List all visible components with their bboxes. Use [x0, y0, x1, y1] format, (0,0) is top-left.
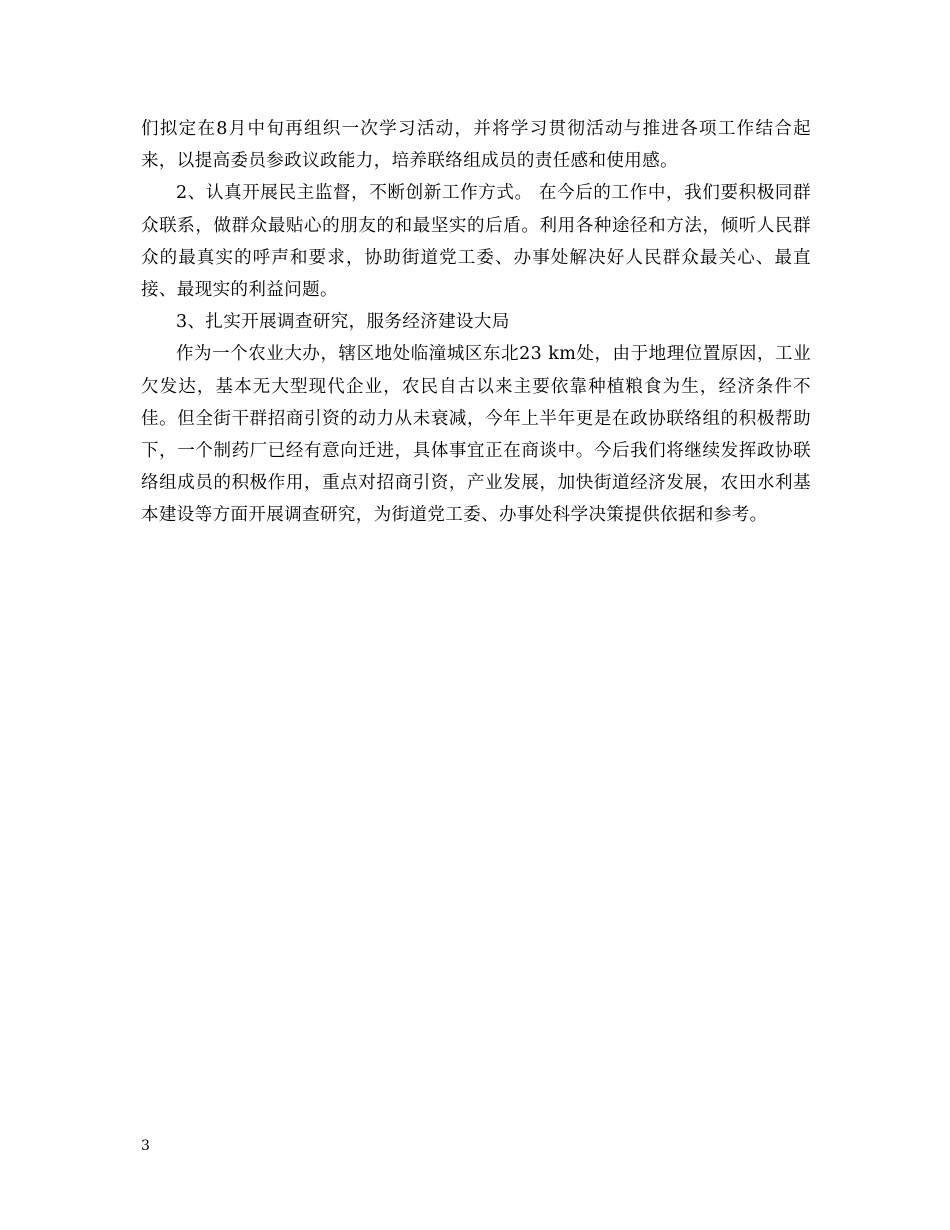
document-body [141, 113, 811, 532]
paragraph-heading-investigation: 3、扎实开展调查研究，服务经济建设大局 [176, 312, 510, 333]
paragraph-democratic-supervision: 2、认真开展民主监督，不断创新工作方式。 在今后的工作中，我们要积极同群众联系，做群众最贴心的朋友的和最坚实的后盾。利用各种途径和方法，倾听人民群众的最真实的呼声和要求，协助街道党工委、办事处解决好人民群众最关心、最直接、最现实的利益问题。 [141, 183, 811, 301]
paragraph-continuation: 们拟定在8月中旬再组织一次学习活动，并将学习贯彻活动与推进各项工作结合起来，以提高委员参政议政能力，培养联络组成员的责任感和使用感。 [141, 119, 811, 172]
page-number: 3 [141, 1138, 150, 1154]
paragraph-economic-construction: 作为一个农业大办，辖区地处临潼城区东北23 km处，由于地理位置原因，工业欠发达，基本无大型现代企业，农民自古以来主要依靠种植粮食为生，经济条件不佳。但全街干群招商引资的动力从未衰减，今年上半年更是在政协联络组的积极帮助下，一个制药厂已经有意向迁进，具体事宜正在商谈中。今后我们将继续发挥政协联络组成员的积极作用，重点对招商引资，产业发展，加快街道经济发展，农田水利基本建设等方面开展调查研究，为街道党工委、办事处科学决策提供依据和参考。 [141, 344, 811, 526]
